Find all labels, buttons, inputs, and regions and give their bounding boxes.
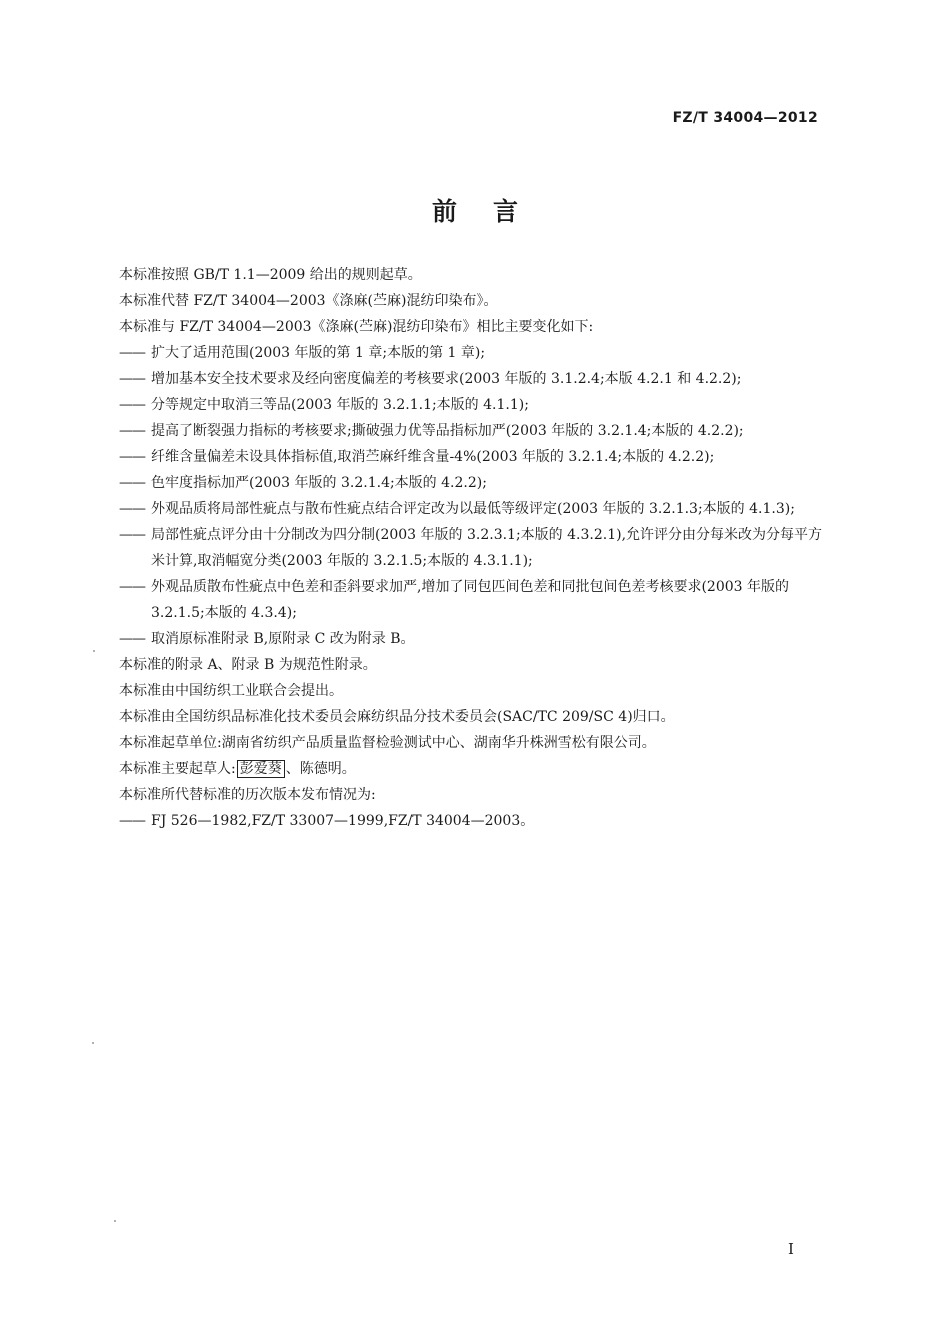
dash-mark: —— [119,501,145,517]
dash-mark: —— [119,371,145,387]
dash-mark: —— [119,527,145,543]
paragraph-history-intro: 本标准所代替标准的历次版本发布情况为: [119,787,376,803]
paragraph-changes-intro: 本标准与 FZ/T 34004—2003《涤麻(苎麻)混纺印染布》相比主要变化如下: [119,319,594,335]
drafters-rest: 、陈德明。 [285,761,356,777]
list-item-text: 色牢度指标加严(2003 年版的 3.2.1.4;本版的 4.2.2); [151,475,487,491]
paragraph-drafting-rules: 本标准按照 GB/T 1.1—2009 给出的规则起草。 [119,267,422,283]
list-item [119,522,831,574]
history-text: FJ 526—1982,FZ/T 33007—1999,FZ/T 34004—2003。 [151,813,535,829]
boxed-drafter-name: 彭爱葵 [237,760,285,778]
paragraph-proposed-by: 本标准由中国纺织工业联合会提出。 [119,683,343,699]
list-item [119,340,831,366]
list-item-text: 纤维含量偏差未设具体指标值,取消苎麻纤维含量-4%(2003 年版的 3.2.1.4;本版的 4.2.2); [151,449,715,465]
paragraph-replaces: 本标准代替 FZ/T 34004—2003《涤麻(苎麻)混纺印染布》。 [119,293,498,309]
dash-mark: —— [119,423,145,439]
list-item [119,392,831,418]
dash-mark: —— [119,345,145,361]
list-item-text: 提高了断裂强力指标的考核要求;撕破强力优等品指标加严(2003 年版的 3.2.1.4;本版的 4.2.2); [151,423,744,439]
list-item [119,574,831,626]
paragraph-drafters [119,756,831,782]
foreword-body [119,262,831,834]
dash-mark: —— [119,449,145,465]
list-item [119,470,831,496]
drafters-label: 本标准主要起草人: [119,761,236,777]
list-item-text: 增加基本安全技术要求及经向密度偏差的考核要求(2003 年版的 3.1.2.4;本版 4.2.1 和 4.2.2); [151,371,742,387]
page-title: 前言 [431,197,554,226]
dash-mark: —— [119,813,145,829]
list-item-text: 外观品质散布性疵点中色差和歪斜要求加严,增加了同包匹间色差和同批包间色差考核要求(2003 年版的 3.2.1.5;本版的 4.3.4); [151,579,789,621]
list-item-text: 局部性疵点评分由十分制改为四分制(2003 年版的 3.2.3.1;本版的 4.3.2.1),允许评分由分每米改为分每平方米计算,取消幅宽分类(2003 年版的 3.2.1.5;本版的 4.3.1.1); [151,527,823,569]
paragraph-annexes: 本标准的附录 A、附录 B 为规范性附录。 [119,657,377,673]
list-item-text: 扩大了适用范围(2003 年版的第 1 章;本版的第 1 章); [151,345,486,361]
list-item [119,626,831,652]
history-item [119,808,831,834]
scan-speck [93,650,95,652]
page-number: I [788,1240,794,1258]
changes-list [119,340,831,652]
list-item [119,496,831,522]
list-item [119,444,831,470]
paragraph-drafting-units: 本标准起草单位:湖南省纺织产品质量监督检验测试中心、湖南华升株洲雪松有限公司。 [119,735,656,751]
list-item-text: 分等规定中取消三等品(2003 年版的 3.2.1.1;本版的 4.1.1); [151,397,529,413]
dash-mark: —— [119,579,145,595]
dash-mark: —— [119,631,145,647]
list-item [119,418,831,444]
list-item-text: 取消原标准附录 B,原附录 C 改为附录 B。 [151,631,415,647]
dash-mark: —— [119,397,145,413]
list-item [119,366,831,392]
dash-mark: —— [119,475,145,491]
scan-speck [114,1220,116,1222]
list-item-text: 外观品质将局部性疵点与散布性疵点结合评定改为以最低等级评定(2003 年版的 3.2.1.3;本版的 4.1.3); [151,501,795,517]
standard-code: FZ/T 34004—2012 [672,110,818,126]
paragraph-technical-committee: 本标准由全国纺织品标准化技术委员会麻纺织品分技术委员会(SAC/TC 209/SC 4)归口。 [119,709,675,725]
scan-speck [92,1042,94,1044]
